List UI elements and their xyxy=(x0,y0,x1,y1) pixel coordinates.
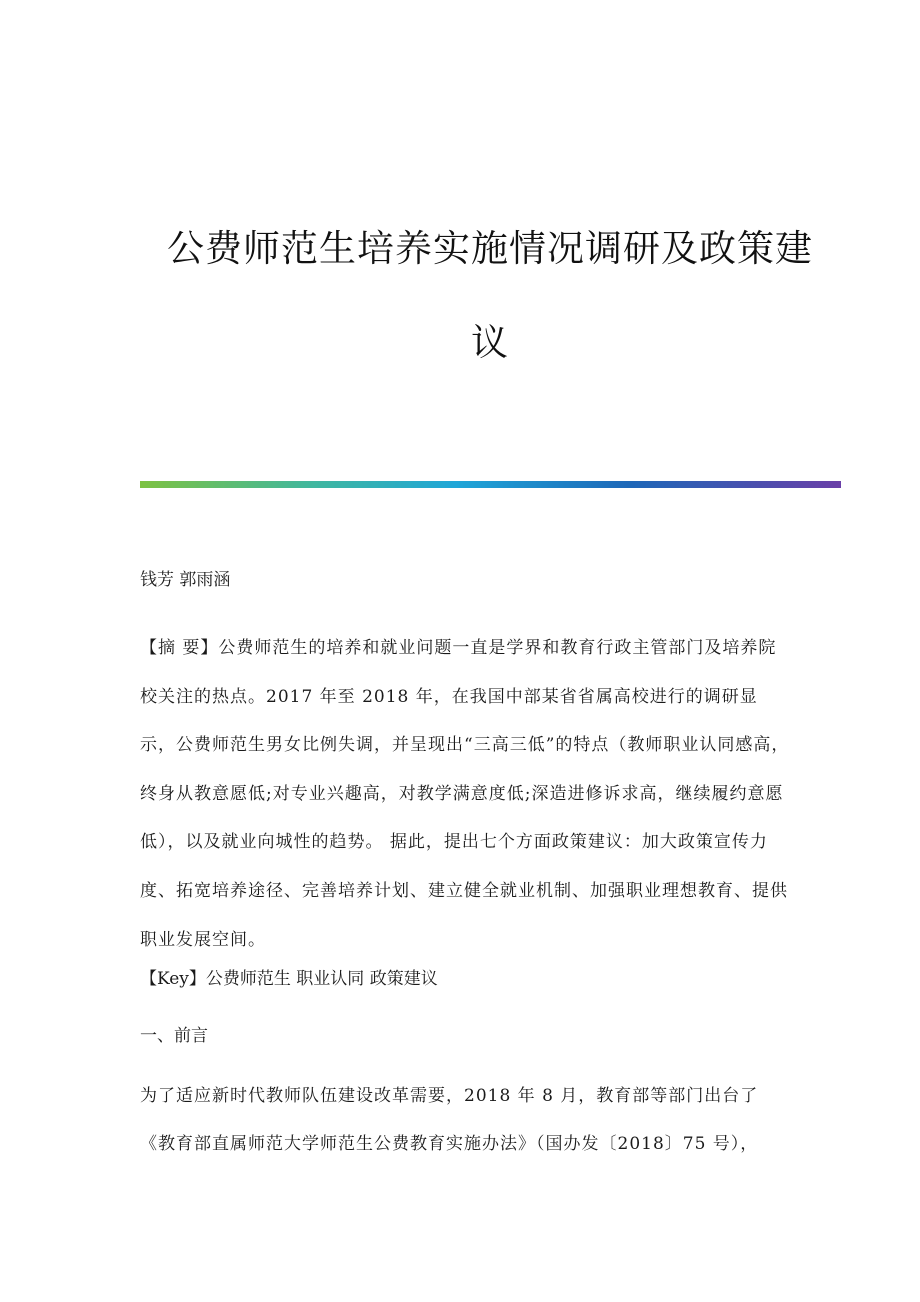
document-title: 公费师范生培养实施情况调研及政策建 xyxy=(167,227,813,270)
intro-line: 为了适应新时代教师队伍建设改革需要，2018 年 8 月，教育部等部门出台了 xyxy=(140,1086,759,1106)
intro-line: 《教育部直属师范大学师范生公费教育实施办法》（国办发〔2018〕75 号）， xyxy=(140,1134,759,1154)
authors: 钱芳 郭雨涵 xyxy=(140,570,231,590)
title-divider xyxy=(140,481,841,488)
document-title-continuation: 议 xyxy=(471,321,509,364)
abstract-paragraph: 【摘 要】公费师范生的培养和就业问题一直是学界和教育行政主管部门及培养院校关注的热点。2017 年至 2018 年，在我国中部某省省属高校进行的调研显示，公费师范生男女比例失调，并呈现出“三高三低”的特点（教师职业认同感高，终身从教意愿低;对专业兴趣高，对教学满意度低;深造进修诉求高，继续履约意愿低），以及就业向城性的趋势。 据此，提出七个方面政策建议：加大政策宣传力度、拓宽培养途径、完善培养计划、建立健全就业机制、加强职业理想教育、提供职业发展空间。 xyxy=(140,638,790,950)
intro-paragraph xyxy=(140,1072,790,1168)
section-heading: 一、前言 xyxy=(140,1026,208,1046)
keywords: 【Key】公费师范生 职业认同 政策建议 xyxy=(140,969,438,989)
